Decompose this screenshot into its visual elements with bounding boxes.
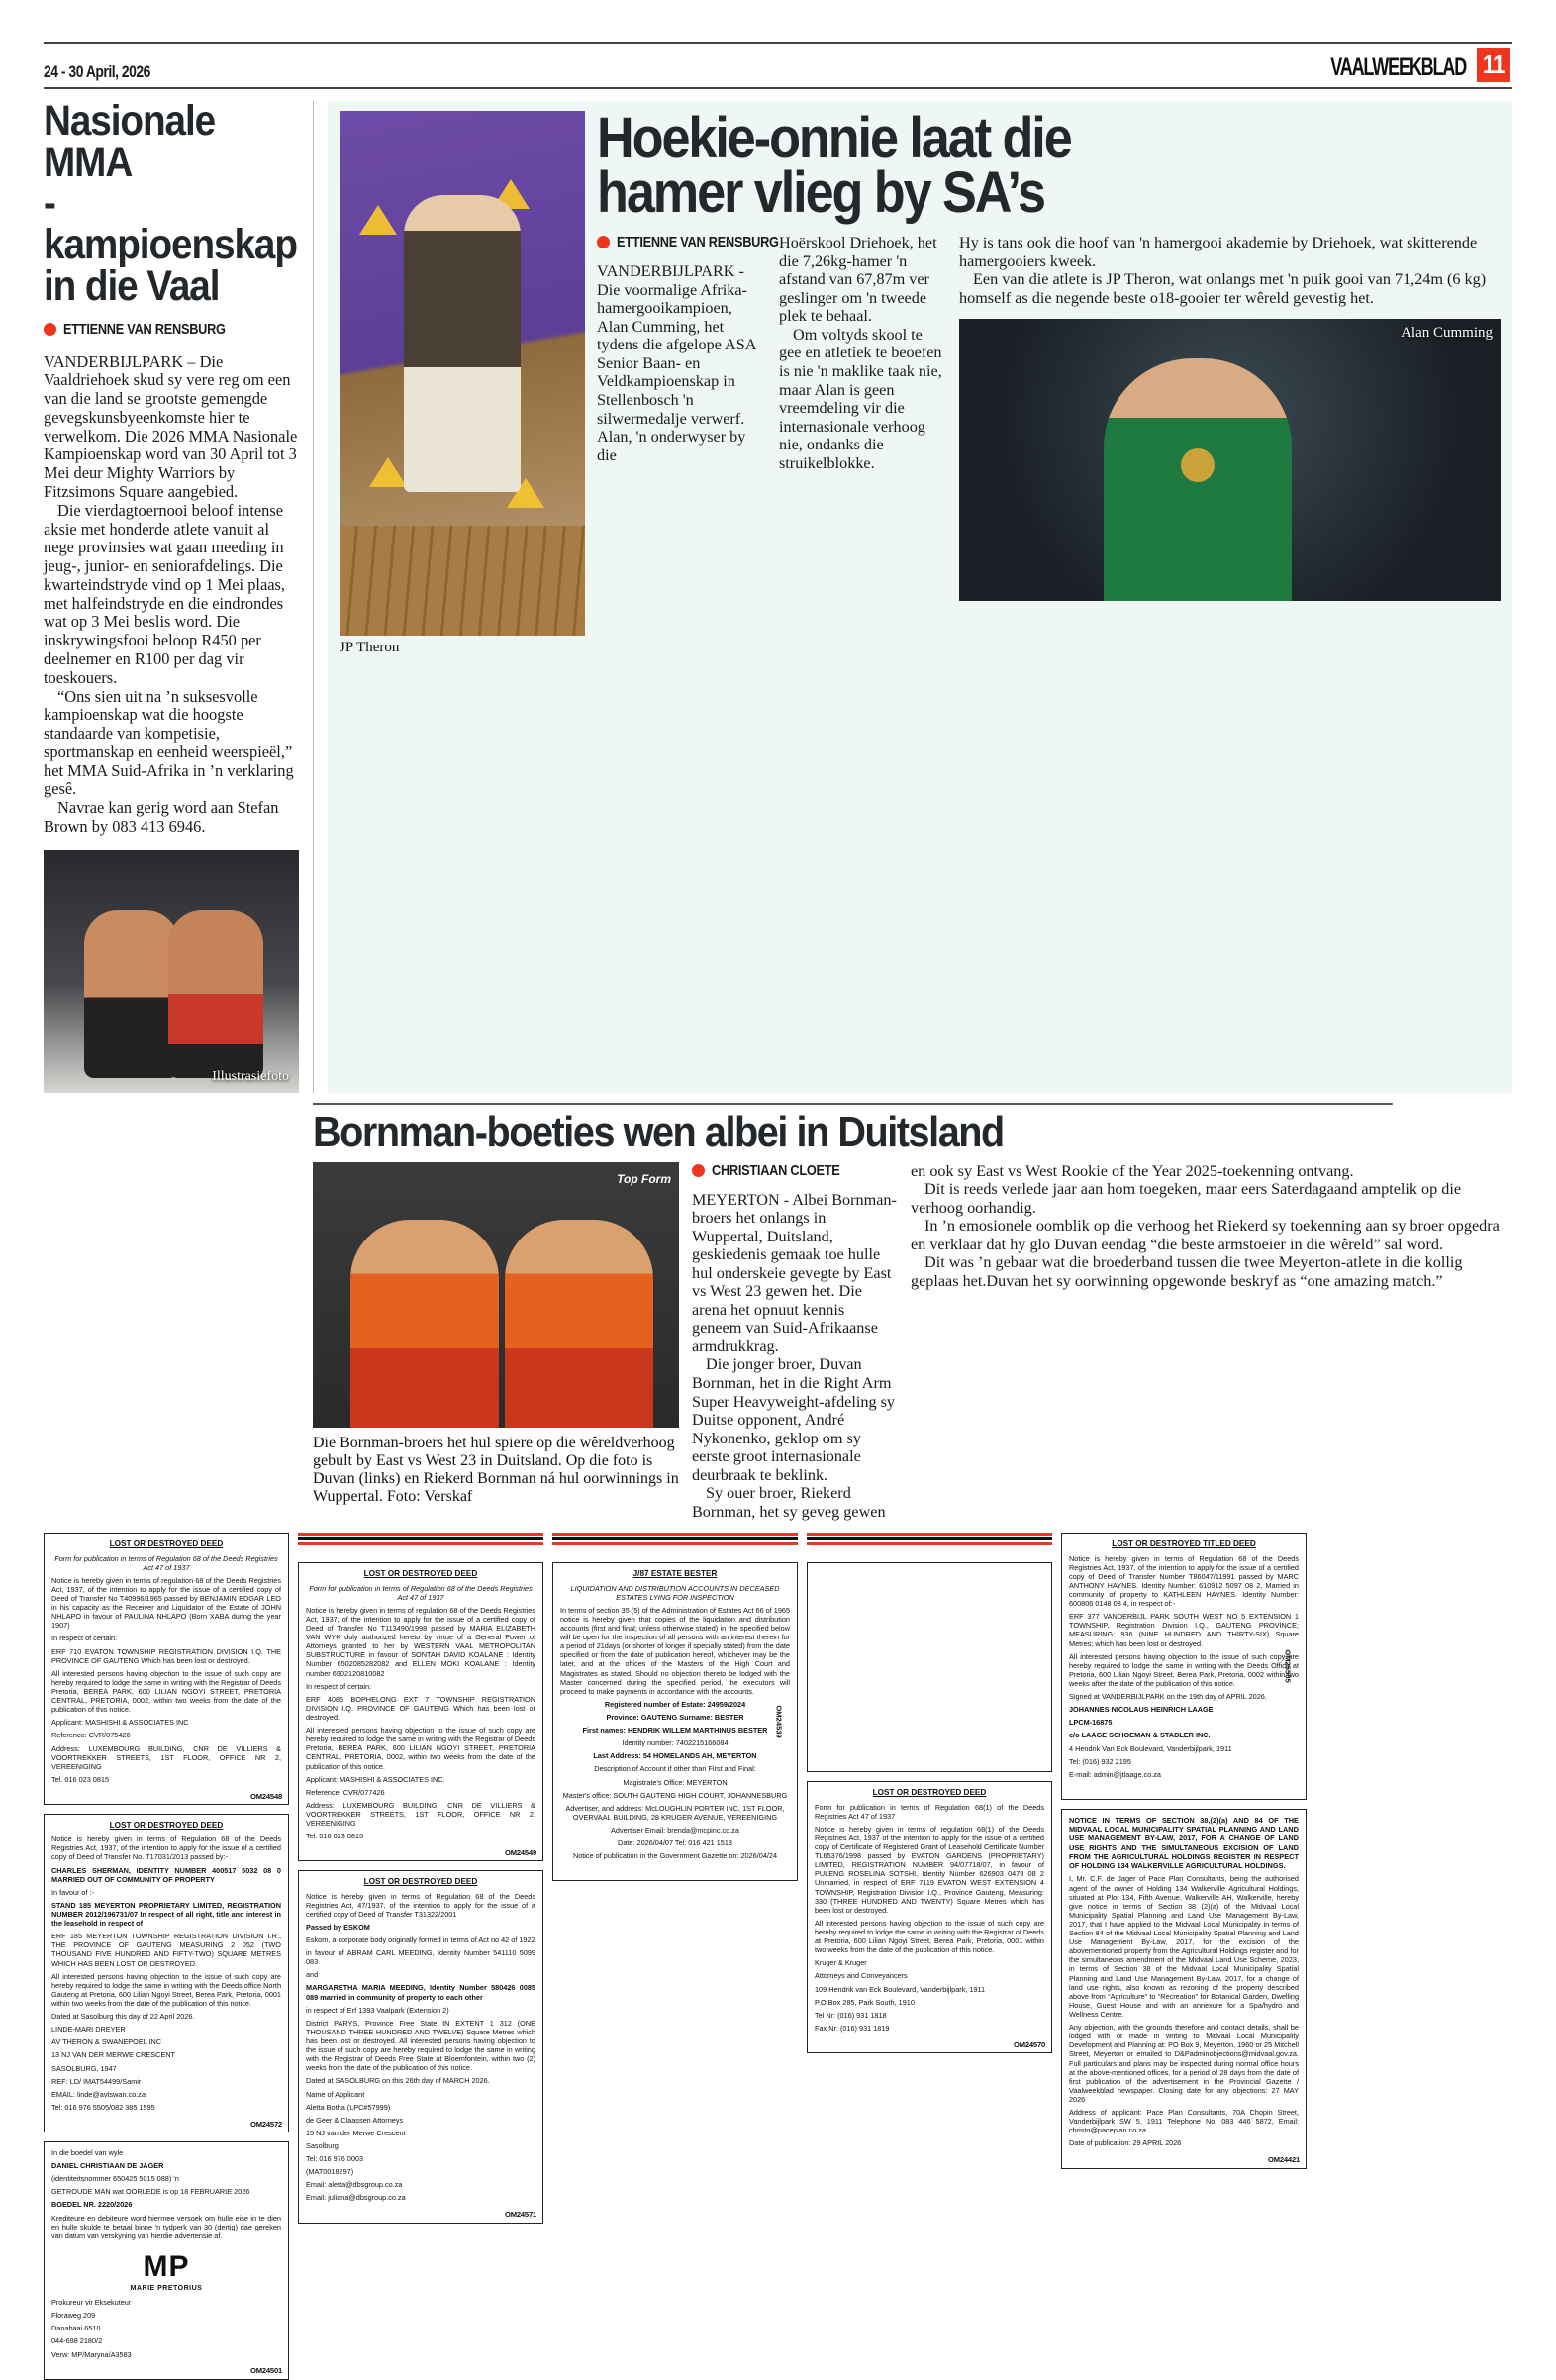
- medal-icon: [1181, 448, 1215, 482]
- classified-column-2: [298, 1533, 543, 2223]
- marie-pretorius-logo: [51, 2248, 281, 2294]
- notice-para: Email: juliana@dbsgroup.co.za: [306, 2193, 406, 2203]
- mma-headline-line1: Nasionale MMA: [44, 97, 216, 186]
- stripe: [298, 1542, 543, 1545]
- notice-para: In respect of certain:: [51, 1634, 118, 1643]
- notice-para: AV THERON & SWANEPOEL INC: [51, 2037, 162, 2047]
- mma-para-4: Navrae kan gerig word aan Stefan Brown by 083 413 6946.: [44, 798, 279, 837]
- notice-reference: OM24570: [1014, 2039, 1045, 2049]
- notice-para: I, Mr. C.F. de Jager of Pace Plan Consultants, being the authorised agent of the owner of Holding 134 Walkerville Agricultural Holdings, situated at Plot 134, Fifth Avenue, Walkerville AH, Walkerville, hereby give notice in terms of Section 38 (2)(a) of the Midvaal Local Municipality Spatial Planning and Land Use Management By-Law, 2017, that I have applied to the Midvaal Local Municipality in terms of Section 84 of the Midvaal Local Municipality Spatial Planning and Land Use Management By-Law, 2017, for the excision of the abovementioned property from the Agricultural Holdings register and for the simultaneous amendment of the Midvaal Land Use Scheme, 2023, in terms of Section 38 of the Midvaal Local Municipality Spatial Planning and Land Use Management By-Law, 2017, for a change of land use rights, also known as rezoning of the property described above from “Agriculture” to “Recreation” for Botanical Garden, Dwelling House, Guest House and with an annexure for a Spa/hydro and Wellness Centre.: [1069, 1874, 1299, 2020]
- notice-para: Notice is hereby given in terms of regulation 68 of the Deeds Registries Act, 1937, of the intention to apply for the issue of a certified copy of Deed of Transfer No T40996/1965 passed by BENJAMIN EDGAR LEO in his capacity as the Receiver and Liquidator of the Estate of JOHN NHLAPO in favour of PAULINA NHLAPO (Born XABA during the year 1907): [51, 1575, 281, 1631]
- notice-para: District PARYS, Province Free State IN EXTENT 1 312 (ONE THOUSAND THREE HUNDRED AND TWELVE) Square Metres which has been lost or destroyed. All interested persons having objection to the issue of such copy are hereby required to lodge the same in writing with the Registrar of Deeds Free State at Bloemfontein, within two (2) weeks from the date of the publication of this notice.: [306, 2018, 535, 2073]
- notice-para: E-mail: admin@jtlaage.co.za: [1069, 1769, 1161, 1779]
- classified-column-3: [552, 1533, 798, 1881]
- bullet-dot-icon: [597, 236, 610, 248]
- notice-para: EMAIL: linde@avtswan.co.za: [51, 2089, 146, 2099]
- mma-photo: [44, 850, 299, 1093]
- page-number-badge: 11: [1476, 48, 1509, 82]
- notice-para: Attorneys and Conveyancers: [815, 1971, 908, 1981]
- article-bornman: [313, 1103, 1512, 1522]
- stripe: [298, 1537, 543, 1540]
- notice-para: Prokureur vir Eksekuteur: [51, 2298, 132, 2308]
- stripe: [552, 1537, 798, 1540]
- bornman-col1-body: [692, 1191, 898, 1522]
- notice-para: Notice is hereby given in terms of regulation 68 of the Deeds Registries Act, 1937, of the intention to apply for the issue of a certified copy of Deed of Transfer No T113490/1998 passed by MARIA ELIZABETH VAN WYK duly authorized hereto by virtue of a General Power of Attorneys granted to her by WESTERN VAAL METROPOLITAN SUBSTRUCTURE in favour of SONTAH DAVID KOALANE : Identity Number 6502085282082 and ELLEN MOKI KOALANE : Identity number 6902120810082: [306, 1605, 535, 1678]
- notice-title: LOST OR DESTROYED DEED: [872, 1788, 987, 1798]
- bornman-c1-para-3: Sy ouer broer, Riekerd Bornman, het sy geveg gewen: [692, 1484, 886, 1521]
- notice-para: JOHANNES NICOLAUS HEINRICH LAAGE: [1069, 1705, 1214, 1715]
- feature-c1-para-1: VANDERBIJLPARK - Die voormalige Afrika-hamergooikampioen, Alan Cumming, het tydens die afgelope ASA Senior Baan- en Veldkampioenskap in Stellenbosch 'n silwermedalje verwerf. Alan, 'n onderwyser by die: [597, 262, 756, 464]
- notice-para: LPCM-16875: [1069, 1718, 1113, 1728]
- bornman-spacer: [44, 1103, 313, 1522]
- notice-para: Danabaai 6510: [51, 2324, 101, 2333]
- bornman-byline-name: CHRISTIAAN CLOETE: [712, 1161, 840, 1179]
- logo-mark: MP: [143, 2249, 190, 2283]
- notice-subtitle: Form for publication in terms of Regulation 68 of the Deeds Registries Act 47 of 1937: [309, 1583, 533, 1602]
- bornman-byline: [692, 1162, 898, 1179]
- notice-spacer-top: [807, 1562, 1052, 1772]
- feature-photo-column: [340, 111, 585, 656]
- bullet-dot-icon: [44, 323, 56, 336]
- notice-para: In terms of section 35 (5) of the Administration of Estates Act 66 of 1965 notice is hereby given that copies of the liquidation and distribution accounts (first and final; unless otherwise stated) in the specified below will be open for the inspection of all persons with an interest therein for a period of 21days (or shorter of longer if specially stated) from the date specified or from the date of publication hereof, whichever may be the later, and at the offices of the Masters of the High Court and Magistrates as stated. Should no objection thereto be lodged with the Master concerned during the specified period, the executors will proceed to make payments in accordance with the accounts.: [560, 1605, 791, 1696]
- notice-para: GETROUDE MAN wat OORLEDE is op 18 FEBRUARIE 2026: [51, 2187, 250, 2197]
- notice-para: STAND 185 MEYERTON PROPRIETARY LIMITED, REGISTRATION NUMBER 2012/196731/07 In respect of all right, title and interest in the leasehold in respect of: [51, 1900, 281, 1929]
- issue-date: 24 - 30 April, 2026: [44, 62, 150, 81]
- notice-title: LOST OR DESTROYED TITLED DEED: [1112, 1539, 1256, 1549]
- notice-para: BOEDEL NR. 2220/2026: [51, 2200, 133, 2210]
- notice-title: LOST OR DESTROYED DEED: [363, 1877, 478, 1887]
- notice-para: Notice is hereby given in terms of Regulation 68 of the Deeds Registries Act, 47/1937, of the intention to apply for the issue of a certified copy of Deed of Transfer T31322/2001: [306, 1891, 535, 1919]
- notice-para: Floraweg 209: [51, 2311, 96, 2321]
- notice-para: Name of Applicant: [306, 2089, 365, 2099]
- notice-para: Applicant: MASHISHI & ASSOCIATES INC: [51, 1718, 189, 1728]
- notice-om24571: [298, 1870, 543, 2223]
- notice-para: SASOLBURG, 1947: [51, 2063, 117, 2073]
- mma-body: [44, 353, 299, 837]
- notice-title: LOST OR DESTROYED DEED: [109, 1539, 224, 1549]
- top-section: [44, 97, 1512, 1093]
- photo-floor: [340, 526, 585, 636]
- notice-para: CHARLES SHERMAN, IDENTITY NUMBER 400517 5032 08 0 MARRIED OUT OF COMMUNITY OF PROPERTY: [51, 1865, 281, 1884]
- decorative-stripes: [298, 1533, 543, 1550]
- notice-para: Identity number: 7402215166084: [622, 1738, 729, 1748]
- notice-om24501: [44, 2141, 289, 2380]
- bornman-headline: Bornman-boeties wen albei in Duitsland: [313, 1103, 1393, 1154]
- notice-para: In die boedel van wyle: [51, 2147, 124, 2157]
- notice-subtitle: Form for publication in terms of Regulation 68 of the Deeds Registries Act 47 of 1937: [54, 1553, 278, 1572]
- notice-para: Dated at Sasolburg this day of 22 April 2026.: [51, 2012, 195, 2022]
- bornman-photo-caption: Die Bornman-broers het hul spiere op die wêreldverhoog gebult by East vs West 23 in Duitsland. Op die foto is Duvan (links) en Riekerd Bornman ná hul oorwinnings in Wuppertal. Foto: Verskaf: [313, 1434, 679, 1506]
- notice-para: c/o LAAGE SCHOEMAN & STADLER INC.: [1069, 1731, 1211, 1740]
- notice-para: LINDE-MARI DREYER: [51, 2025, 126, 2034]
- notice-para: DANIEL CHRISTIAAN DE JAGER: [51, 2161, 164, 2171]
- feature-c3-para-2: Een van die atlete is JP Theron, wat onlangs met 'n puik gooi van 71,24m (6 kg) homself as die negende beste o18-gooier ter wêreld gevestig het.: [959, 270, 1487, 307]
- stripe: [552, 1542, 798, 1545]
- notice-reference: OM25505: [1283, 1649, 1293, 1683]
- notice-para: ERF 4085 BOPHELONG EXT 7 TOWNSHIP REGISTRATION DIVISION I.Q. PROVINCE OF GAUTENG Which has been lost or destroyed.: [306, 1694, 535, 1723]
- article-mma: [44, 97, 313, 1093]
- notice-para: Krediteure en debiteure word hiermee versoek om hulle eise in te dien en hulle skulde te betaal binne 'n tydperk van 30 (dertig) dae gereken van datum van verskyning van hierdie advertensie af.: [51, 2213, 281, 2240]
- notice-para: Fax Nr: (016) 931 1819: [815, 2023, 890, 2033]
- jp-theron-caption: JP Theron: [340, 640, 400, 655]
- notice-para: Notice is hereby given in terms of regulation 68(1) of the Deeds Registries Act, 1937 of the intention to apply for the issue of a certified copy of Certificate of Registered Grant of Leasehold Certificate Number TL65376/1998 passed by EVATON GARDENS (PROPRIETARY) LIMITED, REGISTRATION NUMBER 94/07718/07, in favour of PULENG ROSELINA SOTSHI, Identity Number 626903 0479 08 2 Unmarried, in respect of ERF 7119 EVATON WEST EXTENSION 4 TOWNSHIP, Registration Division I.Q., Province Gauteng, Measuring: 330 (THREE HUNDRED AND TWENTY) Square Metres which has been lost or destroyed.: [815, 1824, 1044, 1915]
- notice-para: Email: aletta@dbsgroup.co.za: [306, 2180, 403, 2190]
- stripe: [552, 1533, 798, 1536]
- notice-para: Form for publication in terms of Regulation 68(1) of the Deeds Registries Act 47 of 1937: [815, 1802, 1044, 1821]
- notice-para: MARGARETHA MARIA MEEDING, Identity Number 580426 0085 089 married in community of property to each other: [306, 1983, 535, 2002]
- notice-para: Date: 2026/04/07 Tel: 016 421 1513: [618, 1838, 732, 1848]
- bornman-photo: [313, 1162, 679, 1428]
- notice-om24570: [807, 1781, 1052, 2053]
- notice-para: ERF 710 EVATON TOWNSHIP REGISTRATION DIVISION I.Q. THE PROVINCE OF GAUTENG Which has been lost or destroyed.: [51, 1646, 281, 1665]
- notice-para: Notice of publication in the Government Gazette on: 2026/04/24: [572, 1851, 778, 1861]
- notice-para: Applicant: MASHISHI & ASSOCIATES INC.: [306, 1774, 445, 1784]
- notice-para: P.O Box 285, Park South, 1910: [815, 1997, 915, 2007]
- classified-column-4: [807, 1533, 1052, 2053]
- notice-para: Eskom, a corporate body originally formed in terms of Act no 42 of 1922: [306, 1935, 535, 1945]
- notice-para: Address of applicant: Pace Plan Consultants, 70A Chopin Street, Vanderbijlpark SW 5, 1911 Telephone No: 083 446 5872, Email: christo@paceplan.co.za: [1069, 2108, 1299, 2135]
- notice-para: Reference: CVR/075426: [51, 1731, 131, 1740]
- masthead-rule-bottom: [44, 87, 1512, 89]
- logo-subtitle: MARIE PRETORIUS: [130, 2285, 203, 2293]
- notice-subtitle: LIQUIDATION AND DISTRIBUTION ACCOUNTS IN DECEASED ESTATES LYING FOR INSPECTION: [570, 1583, 780, 1602]
- feature-byline-name: ETTIENNE VAN RENSBURG: [617, 234, 779, 251]
- notice-para: Kruger & Kruger: [815, 1958, 867, 1968]
- notice-para: Tel: 016 976 5505/082 385 1595: [51, 2102, 155, 2112]
- feature-c3-para-1: Hy is tans ook die hoof van 'n hamergooi akademie by Driehoek, wat skitterende hamergooiers kweek.: [959, 234, 1478, 270]
- notice-om24572: [44, 1814, 289, 2132]
- feature-byline: [597, 234, 779, 251]
- notice-om24548: [44, 1533, 289, 1805]
- notice-para: Tel. 016 023 0815: [306, 1832, 364, 1841]
- notice-para: Registered number of Estate: 24959/2024: [604, 1699, 746, 1709]
- notice-para: Date of publication: 29 APRIL 2026: [1069, 2138, 1182, 2148]
- notice-para: Master's office: SOUTH GAUTENG HIGH COURT, JOHANNESBURG: [562, 1790, 788, 1800]
- notice-title: NOTICE IN TERMS OF SECTION 38,(2)(a) AND 84 OF THE MIDVAAL LOCAL MUNICIPALITY SPATIAL PLANNING AND LAND USE MANAGEMENT BY-LAW, 2017, FOR A CHANGE OF LAND USE RIGHTS AND THE SIMULTANEOUS EXCISION OF LAND FROM THE AGRICULTURAL HOLDINGS REGISTER IN RESPECT OF HOLDING 134 WALKERVILLE AGRICULTURAL HOLDINGS.: [1069, 1815, 1299, 1871]
- notice-reference: OM24549: [505, 1847, 536, 1857]
- jp-theron-figure: [404, 195, 521, 492]
- notice-para: All interested persons having objection to the issue of such copy are hereby required to lodge the same in writing with the Registrar of Deeds Pretoria, BEREA PARK, 600 LILIAN NGOYI STREET, PRETORIA CENTRAL, PRETORIA, 0002, within two weeks from the date of the publication of this notice.: [306, 1726, 536, 1771]
- feature-col2-body: [779, 234, 945, 472]
- notice-para: Notice is hereby given in terms of Regulation 68 of the Deeds Registries Act, 1937, of the intention to apply for the issue of a certified copy of Deed of Transfer No. T17031/2013 passed by:-: [51, 1835, 281, 1862]
- notice-para: Address: LUXEMBOURG BUILDING, CNR DE VILLIERS & VOORTREKKER STREETS, 1ST FLOOR, OFFICE NR 2, VEREENIGING: [306, 1800, 535, 1829]
- notice-para: All interested persons having objection to the issue of such copy are hereby required to lodge the same in writing with the Deeds Office at Pretoria, 600 Lilian Ngoyi Street, Berea Park, Pretoria, 0002 within two weeks after the date of the publication of this notice.: [1069, 1651, 1299, 1689]
- bornman-brother-right: [505, 1220, 653, 1428]
- chevron-decoration-icon: [369, 457, 407, 487]
- article-feature: [328, 101, 1512, 1093]
- decorative-stripes: [807, 1533, 1052, 1550]
- notice-om25505: [1061, 1533, 1307, 1800]
- bornman-brother-left: [350, 1220, 499, 1428]
- paper-name: VAALWEEKBLAD: [1330, 53, 1467, 81]
- feature-column-3: [959, 234, 1501, 601]
- notice-para: 4 Hendrik Van Eck Boulevard, Vanderbijlpark, 1911: [1069, 1743, 1232, 1753]
- classified-column-1: [44, 1533, 289, 2379]
- mma-para-2: Die vierdagtoernooi beloof intense aksie met honderde atlete vanuit al nege provinsies wat gaan meeding in jeug-, junior- en seniorafdelings. Die kwarteindstryde vind op 1 Mei plaas, met halfeindstryde en die eindrondes wat op 3 Mei beslis word. Die inskrywingsfooi beloop R450 per deelnemer en R100 per dag vir toeskouers.: [44, 500, 285, 687]
- jp-theron-photo: [340, 111, 585, 636]
- chevron-decoration-icon: [359, 205, 397, 235]
- notice-para: All interested persons having objection to the issue of such copy are hereby required to lodge the same in writing with the Deeds office North Gauteng at Pretoria, 600 Lilian Ngoyi Street, Berea Park, Pretoria, 0001 within two weeks from the date of the publication of this notice.: [51, 1971, 281, 2008]
- bornman-c1-para-1: MEYERTON - Albei Bornman-broers het onlangs in Wuppertal, Duitsland, geskiedenis gemaak toe hulle hul onderskeie gevegte by East vs West 23 gewen het. Die arena het opnuut kennis geneem van Suid-Afrikaanse armdrukkrag.: [692, 1190, 897, 1355]
- bornman-c2-para-4: Dit was ’n gebaar wat die broederband tussen die twee Meyerton-atlete in die kollig geplaas het.Duvan het sy oorwinning opgewonde beskryf as “one amazing match.”: [911, 1253, 1463, 1290]
- notice-para: All interested persons having objection to the issue of such copy are hereby required to lodge the same in writing with the Registrar of Deeds at Pretoria, 600 Lilian Ngoyi Street, Berea Park, Pretoria, 0001 within two weeks from the date of the publication of this notice.: [815, 1918, 1045, 1955]
- bornman-section: [44, 1103, 1512, 1522]
- notice-om24421: [1061, 1809, 1307, 2169]
- bornman-photo-overlay: Top Form: [617, 1171, 671, 1186]
- notice-para: Tel. 016 023 0815: [51, 1774, 110, 1784]
- feature-col3-body: [959, 234, 1501, 307]
- notice-para: Advertiser, and address: McLOUGHLIN PORTER INC, 1ST FLOOR, OVERVAAL BUILDING, 28 KRUGER AVENUE, VEREENIGING: [565, 1803, 785, 1822]
- notice-om24549: [298, 1562, 543, 1861]
- notice-para: Province: GAUTENG Surname: BESTER: [606, 1713, 744, 1723]
- feature-text-column: [597, 106, 1501, 656]
- feature-c2-para-1: Hoërskool Driehoek, het die 7,26kg-hamer 'n afstand van 67,87m ver geslinger om 'n tweede plek te behaal.: [779, 234, 937, 326]
- column-divider: [313, 101, 314, 1093]
- classifieds-section: [44, 1533, 1512, 2379]
- notice-para: In respect of certain:: [306, 1681, 372, 1691]
- notice-para: (MAT0018297): [306, 2167, 354, 2177]
- bornman-col2-body: [911, 1162, 1512, 1291]
- notice-para: Last Address: 54 HOMELANDS AH, MEYERTON: [593, 1751, 757, 1761]
- notice-para: Tel: 016 976 0003: [306, 2154, 364, 2164]
- notice-para: Sasolburg: [306, 2140, 339, 2150]
- feature-col1-body: [597, 262, 765, 464]
- notice-para: 15 NJ van der Merwe Crescent: [306, 2128, 406, 2137]
- masthead: [44, 42, 1512, 89]
- bornman-c2-para-2: Dit is reeds verlede jaar aan hom toegeken, maar eers Saterdagaand amptelik op die verhoog oorhandig.: [911, 1180, 1462, 1217]
- notice-para: Advertiser Email: brenda@mcpinc.co.za: [611, 1826, 739, 1835]
- notice-para: Reference: CVR/077426: [306, 1787, 385, 1797]
- bornman-column-1: [692, 1162, 898, 1522]
- newspaper-page: [0, 42, 1556, 2376]
- mma-photo-caption: Illustrasiefoto: [212, 1068, 289, 1084]
- notice-para: Passed by ESKOM: [306, 1922, 370, 1932]
- notice-para: (identiteitsnommer 650425 5015 088) 'n: [51, 2174, 179, 2184]
- notice-para: Any objection, with the grounds therefore and contact details, shall be lodged with or made in writing to Midvaal Local Municipality Development and Planning at: PO Box 9, Meyerton, 1960 or 25 Mitchell Street, Meyerton or emailed to D&Padminobjections@midvaal.gov.za. Full particulars and plans may be inspected during normal office hours at the above-mentioned offices, for a period of 28 days from the date of first publication of the advertisement in the Provincial Gazette / Vaalweekblad newspaper. Closing date for any objections: 27 MAY 2026: [1069, 2023, 1299, 2105]
- mma-para-1: VANDERBIJLPARK – Die Vaaldriehoek skud sy vere reg om een van die land se grootste gemengde gevegskunsbyeenkomste hier te verwelkom. Die 2026 MMA Nasionale Kampioenskap word van 30 April tot 3 Mei deur Mighty Warriors by Fitzsimons Square aangebied.: [44, 351, 298, 501]
- notice-para: REF: LD/ IMAT54499/Samir: [51, 2076, 142, 2086]
- mma-fighter-left: [84, 910, 179, 1078]
- bornman-c2-para-3: In ’n emosionele oomblik op die verhoog het Riekerd sy toekenning aan sy broer opgedra en verklaar dat hy glo Duvan eendag “die beste armstoeier in die wêreld” sal word.: [911, 1217, 1500, 1253]
- notice-title: LOST OR DESTROYED DEED: [363, 1569, 478, 1579]
- bornman-column-2: [911, 1162, 1512, 1522]
- mma-fighter-right: [168, 910, 263, 1078]
- notice-para: and: [306, 1970, 319, 1980]
- feature-headline-line1: Hoekie-onnie laat die: [597, 106, 1071, 170]
- mma-byline-name: ETTIENNE VAN RENSBURG: [63, 320, 226, 338]
- notice-para: 044-698 2180/2: [51, 2336, 103, 2346]
- bullet-dot-icon: [692, 1164, 705, 1177]
- notice-para: Description of Account if other than First and Final:: [594, 1764, 756, 1774]
- mma-byline: [44, 321, 299, 338]
- notice-para: Dated at SASOLBURG on this 26th day of MARCH 2026.: [306, 2076, 490, 2086]
- notice-reference: OM24571: [505, 2210, 536, 2220]
- notice-para: All interested persons having objection to the issue of such copy are hereby required to lodge the same in writing with the Registrar of Deeds Pretoria, BEREA PARK, 600 LILIAN NGOYI STREET, PRETORIA CENTRAL, PRETORIA, 0002, within two weeks from the date of the publication of this notice.: [51, 1668, 282, 1715]
- feature-c2-para-2: Om voltyds skool te gee en atletiek te beoefen is nie 'n maklike taak nie, maar Alan is geen vreemdeling vir die internasionale verhoog nie, ondanks die struikelblokke.: [779, 325, 942, 472]
- notice-para: ERF 377 VANDERBIJL PARK SOUTH WEST NO 5 EXTENSION 1 TOWNSHIP, Registration Division I.Q., GAUTENG PROVINCE; MEASURING: 936 (NINE HUNDRED AND THIRTY-SIX) Square Metres; which has been lost or destroyed.: [1069, 1612, 1299, 1648]
- notice-para: 13 NJ VAN DER MERWE CRESCENT: [51, 2050, 176, 2060]
- decorative-stripes: [552, 1533, 798, 1550]
- notice-para: Tel: (016) 932 2195: [1069, 1756, 1131, 1766]
- notice-para: Verw: MP/Maryna/A3583: [51, 2349, 132, 2359]
- notice-om24539: [552, 1562, 798, 1881]
- notice-para: ERF 185 MEYERTON TOWNSHIP REGISTRATION DIVISION I.R., THE PROVINCE OF GAUTENG MEASURING 2 052 (TWO THOUSAND FIVE HUNDRED AND FIFTY-TWO) SQUARE METRES WHICH HAS BEEN LOST OR DESTROYED.: [51, 1932, 281, 1968]
- bornman-c1-para-2: Die jonger broer, Duvan Bornman, het in die Right Arm Super Heavyweight-afdeling sy Duitse opponent, André Nykonenko, geklop om sy eerste groot internasionale deurbraak te beklink.: [692, 1355, 895, 1484]
- notice-para: de Geer & Claassen Attorneys: [306, 2115, 404, 2125]
- stripe: [298, 1533, 543, 1536]
- notice-para: Address: LUXEMBOURG BUILDING, CNR DE VILLIERS & VOORTREKKER STREETS, 1ST FLOOR, OFFICE NR 2, VEREENIGING: [51, 1743, 281, 1771]
- bornman-c2-para-1: en ook sy East vs West Rookie of the Year 2025-toekenning ontvang.: [911, 1161, 1354, 1180]
- notice-reference: OM24501: [250, 2366, 282, 2376]
- notice-para: Signed at VANDERBIJLPARK on the 19th day of APRIL 2026.: [1069, 1692, 1267, 1702]
- feature-column-2: [779, 234, 945, 601]
- notice-reference: OM24539: [774, 1705, 784, 1739]
- mma-para-3: “Ons sien uit na ’n suksesvolle kampioenskap wat die hoogste standaarde van kompetisie, sportmanskap en eenheid weerspieël,” het MMA Suid-Afrika in ’n verklaring gesê.: [44, 686, 294, 799]
- notice-para: Notice is hereby given in terms of Regulation 68 of the Deeds Registries Act, 1937, of the intention to apply for the issue of a certified copy of Deed of Transfer Number T86047/11991 passed by MARC ANTHONY HAYNES. Identity Number: 610912 5097 08 2, Married in community of property to KATHLEEN HAYNES. Identity Number: 600806 0148 08 4, in respect of:-: [1069, 1553, 1299, 1609]
- bornman-photo-column: [313, 1162, 679, 1522]
- notice-title: LOST OR DESTROYED DEED: [109, 1821, 224, 1830]
- stripe: [807, 1537, 1052, 1540]
- classified-column-5: [1061, 1533, 1307, 2168]
- notice-reference: OM24421: [1268, 2155, 1300, 2165]
- notice-para: in respect of Erf 1393 Vaalpark (Extension 2): [306, 2005, 449, 2015]
- feature-headline-line2: hamer vlieg by SA’s: [597, 160, 1044, 226]
- notice-para: Magistrate's Office: MEYERTON: [623, 1777, 728, 1787]
- notice-para: Aletta Botha (LPC#57999): [306, 2102, 391, 2112]
- notice-title: J/87 ESTATE BESTER: [632, 1569, 718, 1579]
- stripe: [807, 1542, 1052, 1545]
- mma-headline-line2: -kampioenskap: [44, 179, 297, 269]
- mma-headline-line3: in die Vaal: [44, 261, 220, 310]
- notice-reference: OM24572: [250, 2119, 282, 2129]
- feature-column-1: [597, 234, 779, 601]
- alan-cumming-photo: [959, 319, 1501, 601]
- notice-para: In favour of :-: [51, 1887, 94, 1897]
- stripe: [807, 1533, 1052, 1536]
- notice-reference: OM24548: [250, 1791, 282, 1801]
- notice-para: in favour of ABRAM CARL MEEDING, Identity Number 541110 5099 083: [306, 1948, 535, 1967]
- notice-para: 109 Hendrik van Eck Boulevard, Vanderbijlpark, 1911: [815, 1984, 986, 1994]
- notice-para: First names: HENDRIK WILLEM MARTHINUS BESTER: [582, 1726, 768, 1735]
- alan-cumming-caption: Alan Cumming: [1401, 325, 1493, 342]
- notice-para: Tel Nr: (016) 931 1818: [815, 2010, 887, 2020]
